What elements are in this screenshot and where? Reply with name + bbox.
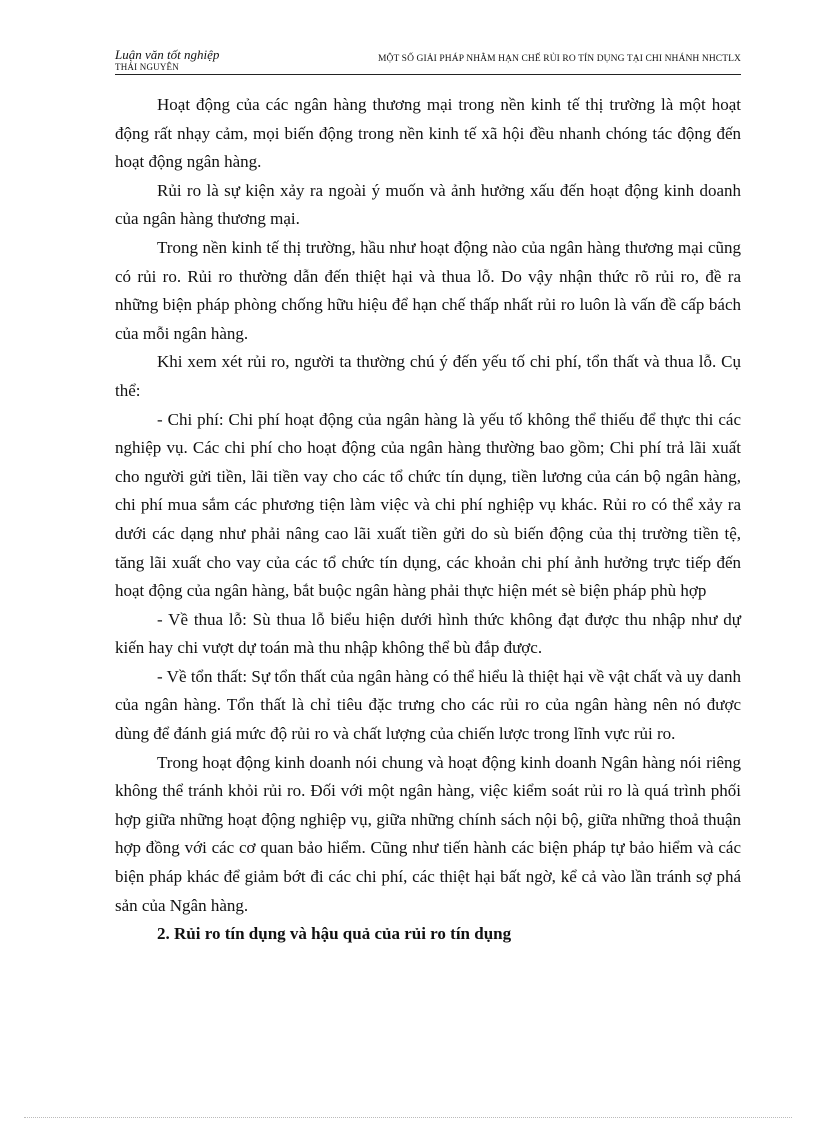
paragraph: Rủi ro là sự kiện xảy ra ngoài ý muốn và ảnh hưởng xấu đến hoạt động kinh doanh của ngân hàng thương mại. — [115, 180, 741, 229]
page-body — [115, 91, 741, 949]
paragraph: Trong hoạt động kinh doanh nói chung và hoạt động kinh doanh Ngân hàng nói riêng không thể tránh khỏi rủi ro. Đối với một ngân hàng, việc kiểm soát rủi ro là quá trình phối hợp giữa những hoạt động nghiệp vụ, giữa những chính sách nội bộ, giữa những thoả thuận hợp đồng với các cơ quan bảo hiểm. Cũng như tiến hành các biện pháp tự bảo hiểm và các biện pháp khác để giảm bớt đi các chi phí, các thiệt hại bất ngờ, kể cả vào lần tránh sợ phá sản của Ngân hàng. — [115, 752, 741, 915]
page-bottom-border — [24, 1117, 792, 1118]
paragraph-cost: - Chi phí: Chi phí hoạt động của ngân hàng là yếu tố không thể thiếu để thực thi các nghiệp vụ. Các chi phí cho hoạt động của ngân hàng thường bao gồm; Chi phí trả lãi xuất cho người gửi tiền, lãi tiền vay cho các tổ chức tín dụng, tiền lương của cán bộ ngân hàng, chi phí mua sắm các phương tiện làm việc và chi phí nghiệp vụ khác. Rủi ro có thể xảy ra dưới các dạng như phải nâng cao lãi xuất tiền gửi do sù biến động của thị trường tiền tệ, tăng lãi xuất cho vay của các tổ chức tín dụng, các khoản chi phí ảnh hưởng trực tiếp đến hoạt động của ngân hàng, bắt buộc ngân hàng phải thực hiện mét sè biện pháp phù hợp — [115, 409, 741, 601]
paragraph: Khi xem xét rủi ro, người ta thường chú ý đến yếu tố chi phí, tổn thất và thua lỗ. Cụ thể: — [115, 352, 741, 400]
page-header — [115, 48, 741, 75]
header-left — [115, 48, 265, 72]
paragraph-loss: - Về thua lỗ: Sù thua lỗ biểu hiện dưới hình thức không đạt được thu nhập như dự kiến hay chi vượt dự toán mà thu nhập không thể bù đắp được. — [115, 609, 741, 658]
thesis-label: Luận văn tốt nghiệp — [115, 47, 220, 62]
paragraph: Hoạt động của các ngân hàng thương mại trong nền kinh tế thị trường là một hoạt động rất nhạy cảm, mọi biến động trong nền kinh tế xã hội đều nhanh chóng tác động đến hoạt động ngân hàng. — [115, 95, 741, 172]
location-label: THÁI NGUYÊN — [115, 62, 179, 72]
thesis-topic: MỘT SỐ GIẢI PHÁP NHẰM HẠN CHẾ RỦI RO TÍN DỤNG TẠI CHI NHÁNH NHCTLX — [377, 54, 741, 64]
paragraph: Trong nền kinh tế thị trường, hầu như hoạt động nào của ngân hàng thương mại cũng có rủi ro. Rủi ro thường dẫn đến thiệt hại và thua lỗ. Do vậy nhận thức rõ rủi ro, đề ra những biện pháp phòng chống hữu hiệu để hạn chế thấp nhất rủi ro luôn là vấn đề cấp bách của mỗi ngân hàng. — [115, 237, 741, 343]
section-heading: 2. Rủi ro tín dụng và hậu quả của rủi ro tín dụng — [157, 924, 512, 944]
paragraph-damage: - Về tổn thất: Sự tổn thất của ngân hàng có thể hiểu là thiệt hại về vật chất và uy danh của ngân hàng. Tổn thất là chỉ tiêu đặc trưng cho các rủi ro của ngân hàng nên nó được dùng để đánh giá mức độ rủi ro và chất lượng của chiến lược trong lĩnh vực rủi ro. — [115, 666, 741, 744]
